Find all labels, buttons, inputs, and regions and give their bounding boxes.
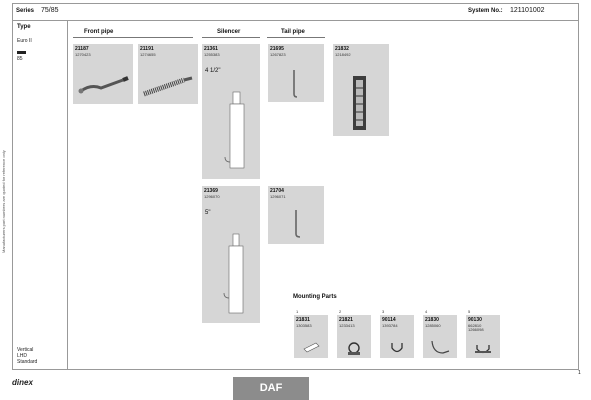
- heat-shield-icon: [333, 44, 389, 136]
- part-number: 1255383: [204, 52, 220, 57]
- tail-pipe-rule: [267, 37, 325, 38]
- part-number: 1274655: [140, 52, 156, 57]
- part-code: 21369: [204, 188, 218, 194]
- part-code: 90114: [382, 317, 396, 323]
- part-number: 1233413: [339, 323, 355, 328]
- mounting-card-4[interactable]: [423, 315, 457, 358]
- page-number: 1: [578, 370, 581, 376]
- part-card-silencer-1[interactable]: [202, 44, 260, 179]
- right-border: [578, 3, 579, 369]
- part-code: 21831: [296, 317, 310, 323]
- column-divider: [67, 20, 68, 369]
- silencer-icon: [202, 44, 260, 179]
- part-number: 1267823: [270, 52, 286, 57]
- section-silencer: Silencer: [217, 29, 241, 35]
- front-pipe-rule: [73, 37, 193, 38]
- mounting-index: 5: [468, 309, 471, 314]
- section-tail-pipe: Tail pipe: [281, 29, 305, 35]
- u-clamp-icon: [466, 315, 500, 358]
- truck-icon: [17, 51, 26, 54]
- system-label: System No.:: [468, 8, 503, 14]
- type-label: Type: [17, 24, 31, 30]
- part-code: 21830: [425, 317, 439, 323]
- orientation-lhd: LHD: [17, 353, 28, 359]
- part-number: 1218492: [335, 52, 351, 57]
- part-code: 90130: [468, 317, 482, 323]
- part-code: 21821: [339, 317, 353, 323]
- orientation-vertical: Vertical: [17, 347, 34, 353]
- part-code: 21361: [204, 46, 218, 52]
- part-number: 1296070: [204, 194, 220, 199]
- bracket-icon: [294, 315, 328, 358]
- mounting-card-2[interactable]: [337, 315, 371, 358]
- side-disclaimer: Manufacturers part numbers are quoted for reference only: [1, 150, 6, 254]
- series-label: Series: [16, 8, 35, 14]
- flexible-pipe-icon: [138, 44, 198, 104]
- part-card-tail-pipe-2[interactable]: [268, 186, 324, 244]
- mounting-index: 1: [296, 309, 299, 314]
- tail-pipe-icon: [268, 44, 324, 102]
- part-card-tail-pipe-1[interactable]: [268, 44, 324, 102]
- series-value: 75/85: [41, 7, 59, 14]
- silencer-size-note: 4 1/2": [205, 68, 221, 74]
- silencer-size-note: 5": [205, 210, 211, 216]
- part-code: 21191: [140, 46, 154, 52]
- part-code: 21832: [335, 46, 349, 52]
- mounting-index: 2: [339, 309, 342, 314]
- u-bolt-icon: [380, 315, 414, 358]
- front-pipe-bent-icon: [73, 44, 133, 104]
- left-border: [12, 3, 13, 369]
- part-card-silencer-2[interactable]: [202, 186, 260, 323]
- part-card-heat-shield[interactable]: [333, 44, 389, 136]
- part-code: 21695: [270, 46, 284, 52]
- silencer-icon: [202, 186, 260, 323]
- dinex-logo: dinex: [12, 378, 33, 387]
- part-number: 1266098: [468, 327, 484, 332]
- system-value: 121101002: [510, 7, 545, 14]
- brand-tab: DAF: [233, 377, 309, 400]
- part-card-front-pipe-1[interactable]: [73, 44, 133, 104]
- clamp-icon: [337, 315, 371, 358]
- mounting-index: 3: [382, 309, 385, 314]
- orientation-standard: Standard: [17, 359, 38, 365]
- part-number: 1393784: [382, 323, 398, 328]
- mounting-card-1[interactable]: [294, 315, 328, 358]
- model-text: 85: [17, 56, 23, 62]
- euro-class: Euro II: [17, 38, 32, 44]
- part-number: 1270423: [75, 52, 91, 57]
- section-mounting-parts: Mounting Parts: [293, 294, 337, 300]
- mounting-index: 4: [425, 309, 428, 314]
- part-code: 21704: [270, 188, 284, 194]
- header-bottom-rule: [12, 20, 579, 21]
- part-card-front-pipe-2[interactable]: [138, 44, 198, 104]
- tail-pipe-icon: [268, 186, 324, 244]
- part-number: 1296071: [270, 194, 286, 199]
- footer-rule: [12, 369, 579, 370]
- mounting-card-5[interactable]: [466, 315, 500, 358]
- part-code: 21187: [75, 46, 89, 52]
- part-number: 662810: [468, 323, 482, 328]
- silencer-rule: [202, 37, 260, 38]
- header-top-rule: [12, 3, 579, 4]
- mounting-card-3[interactable]: [380, 315, 414, 358]
- section-front-pipe: Front pipe: [84, 29, 114, 35]
- part-number: 1303583: [296, 323, 312, 328]
- strap-icon: [423, 315, 457, 358]
- part-number: 1285060: [425, 323, 441, 328]
